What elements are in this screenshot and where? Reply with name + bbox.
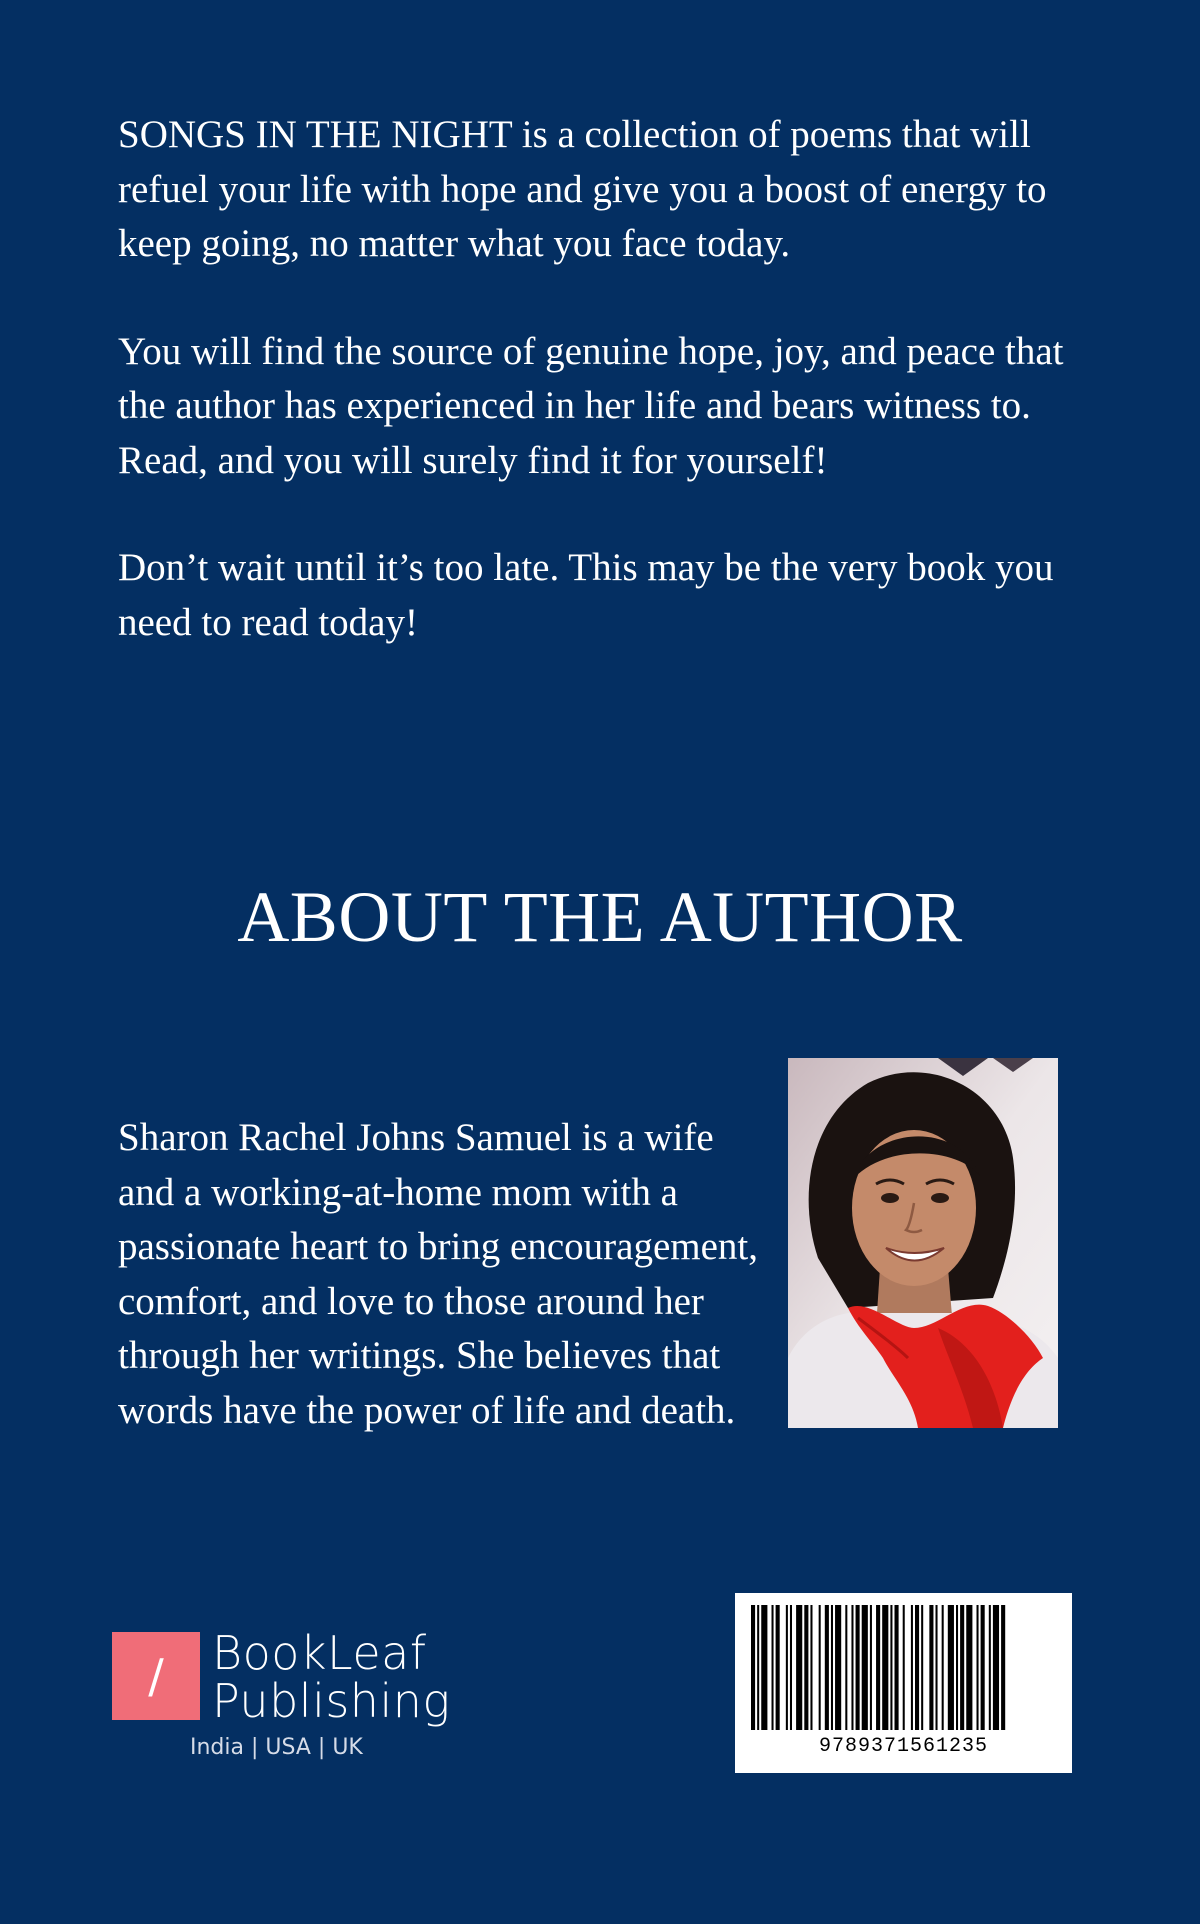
barcode-bar — [810, 1605, 812, 1730]
blurb-paragraph-3: Don’t wait until it’s too late. This may be the very book you need to read today! — [118, 546, 1054, 644]
barcode-bar — [831, 1605, 833, 1730]
publisher-regions: India | USA | UK — [190, 1735, 363, 1760]
blurb-paragraph-1: SONGS IN THE NIGHT is a collection of poems that will refuel your life with hope and give you a boost of energy to keep going, no matter what you face today. — [118, 113, 1047, 265]
barcode-bar — [956, 1605, 958, 1730]
author-photo — [788, 1058, 1058, 1428]
barcode-bar — [882, 1605, 888, 1730]
barcode-bar — [981, 1605, 985, 1730]
author-portrait-illustration — [788, 1058, 1058, 1428]
barcode-bar — [819, 1605, 821, 1730]
barcode-bar — [870, 1605, 872, 1730]
about-author-heading: ABOUT THE AUTHOR — [237, 877, 963, 957]
blurb-paragraph-2: You will find the source of genuine hope, joy, and peace that the author has experienced in her life and bears witness to. Read, and you will surely find it for yourself! — [118, 329, 1064, 482]
barcode-bar — [790, 1605, 792, 1730]
barcode-bar — [751, 1605, 755, 1730]
barcode-bar — [921, 1605, 923, 1730]
blurb — [118, 108, 1078, 703]
barcode-bar — [776, 1605, 780, 1730]
barcode-bar — [966, 1605, 972, 1730]
barcode-bar — [757, 1605, 759, 1730]
barcode-bar — [942, 1605, 944, 1730]
barcode-bar — [929, 1605, 933, 1730]
barcode-bar — [895, 1605, 899, 1730]
author-bio: Sharon Rachel Johns Samuel is a wife and a working-at-home mom with a passionate heart to bring encouragement, comfort, and love to those around her through her writings. She believes that words have the power of life and death. — [118, 1116, 759, 1432]
barcode-bar — [915, 1605, 919, 1730]
barcode-bar — [993, 1605, 999, 1730]
publisher-logo-mark — [112, 1632, 200, 1720]
publisher-name-line-1: BookLeaf — [212, 1626, 427, 1680]
barcode-bar — [948, 1605, 954, 1730]
barcode-bar — [761, 1605, 767, 1730]
barcode-bar — [903, 1605, 905, 1730]
barcode-bar — [977, 1605, 979, 1730]
barcode-bar — [786, 1605, 788, 1730]
barcode-bar — [804, 1605, 808, 1730]
barcode-bar — [989, 1605, 991, 1730]
publisher-logo — [112, 1628, 472, 1768]
barcode-bar — [862, 1605, 868, 1730]
isbn-number: 9789371561235 — [818, 1735, 989, 1758]
barcode-bar — [876, 1605, 880, 1730]
barcode-bar — [1001, 1605, 1005, 1730]
barcode-bar — [856, 1605, 860, 1730]
barcode-bar — [796, 1605, 802, 1730]
barcode-bar — [911, 1605, 913, 1730]
barcode-bar — [851, 1605, 853, 1730]
barcode-bar — [835, 1605, 841, 1730]
barcode-bar — [936, 1605, 938, 1730]
barcode — [735, 1593, 1072, 1773]
barcode-bar — [772, 1605, 774, 1730]
barcode-bar — [960, 1605, 964, 1730]
barcode-bars — [747, 1605, 1060, 1730]
barcode-bar — [845, 1605, 847, 1730]
slash-icon: / — [148, 1649, 164, 1703]
barcode-bar — [825, 1605, 829, 1730]
barcode-bar — [890, 1605, 892, 1730]
publisher-name-line-2: Publishing — [212, 1674, 451, 1728]
